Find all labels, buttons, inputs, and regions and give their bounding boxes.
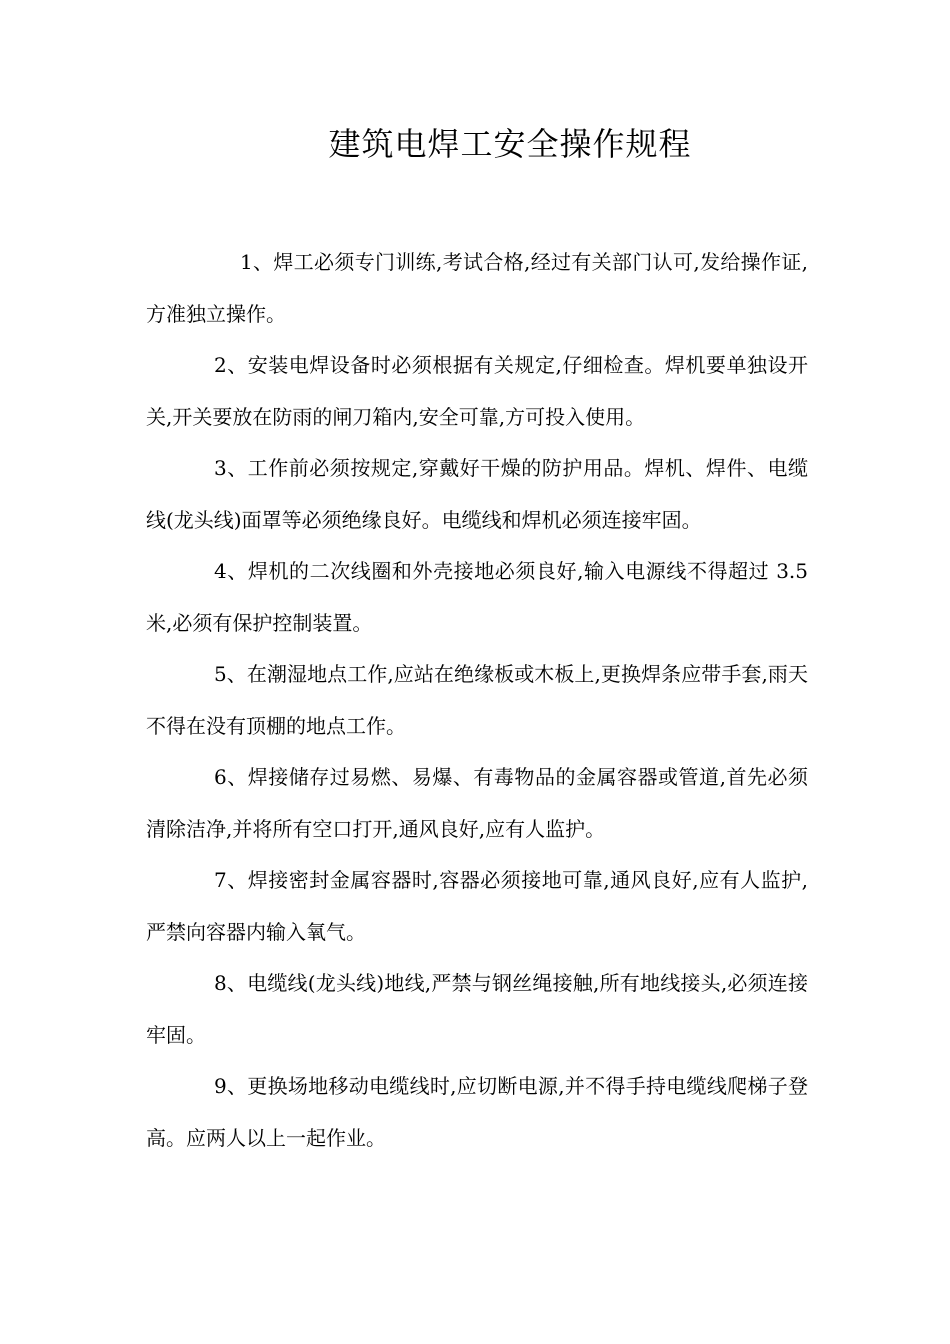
paragraph-5: 5、在潮湿地点工作,应站在绝缘板或木板上,更换焊条应带手套,雨天不得在没有顶棚的地点工作。 bbox=[146, 662, 808, 738]
paragraph-2: 2、安装电焊设备时必须根据有关规定,仔细检查。焊机要单独设开关,开关要放在防雨的闸刀箱内,安全可靠,方可投入使用。 bbox=[146, 353, 808, 429]
paragraph-3: 3、工作前必须按规定,穿戴好干燥的防护用品。焊机、焊件、电缆线(龙头线)面罩等必须绝缘良好。电缆线和焊机必须连接牢固。 bbox=[146, 456, 808, 532]
paragraph-1: 1、焊工必须专门训练,考试合格,经过有关部门认可,发给操作证,方准独立操作。 bbox=[146, 250, 808, 326]
paragraph-9: 9、更换场地移动电缆线时,应切断电源,并不得手持电缆线爬梯子登高。应两人以上一起作业。 bbox=[146, 1074, 808, 1150]
document-title: 建筑电焊工安全操作规程 bbox=[328, 125, 692, 163]
paragraph-4: 4、焊机的二次线圈和外壳接地必须良好,输入电源线不得超过 3.5 米,必须有保护控制装置。 bbox=[146, 559, 808, 635]
document-body bbox=[146, 237, 808, 1164]
paragraph-7: 7、焊接密封金属容器时,容器必须接地可靠,通风良好,应有人监护,严禁向容器内输入氧气。 bbox=[146, 868, 808, 944]
paragraph-8: 8、电缆线(龙头线)地线,严禁与钢丝绳接触,所有地线接头,必须连接牢固。 bbox=[146, 971, 808, 1047]
paragraph-6: 6、焊接储存过易燃、易爆、有毒物品的金属容器或管道,首先必须清除洁净,并将所有空口打开,通风良好,应有人监护。 bbox=[146, 765, 808, 841]
